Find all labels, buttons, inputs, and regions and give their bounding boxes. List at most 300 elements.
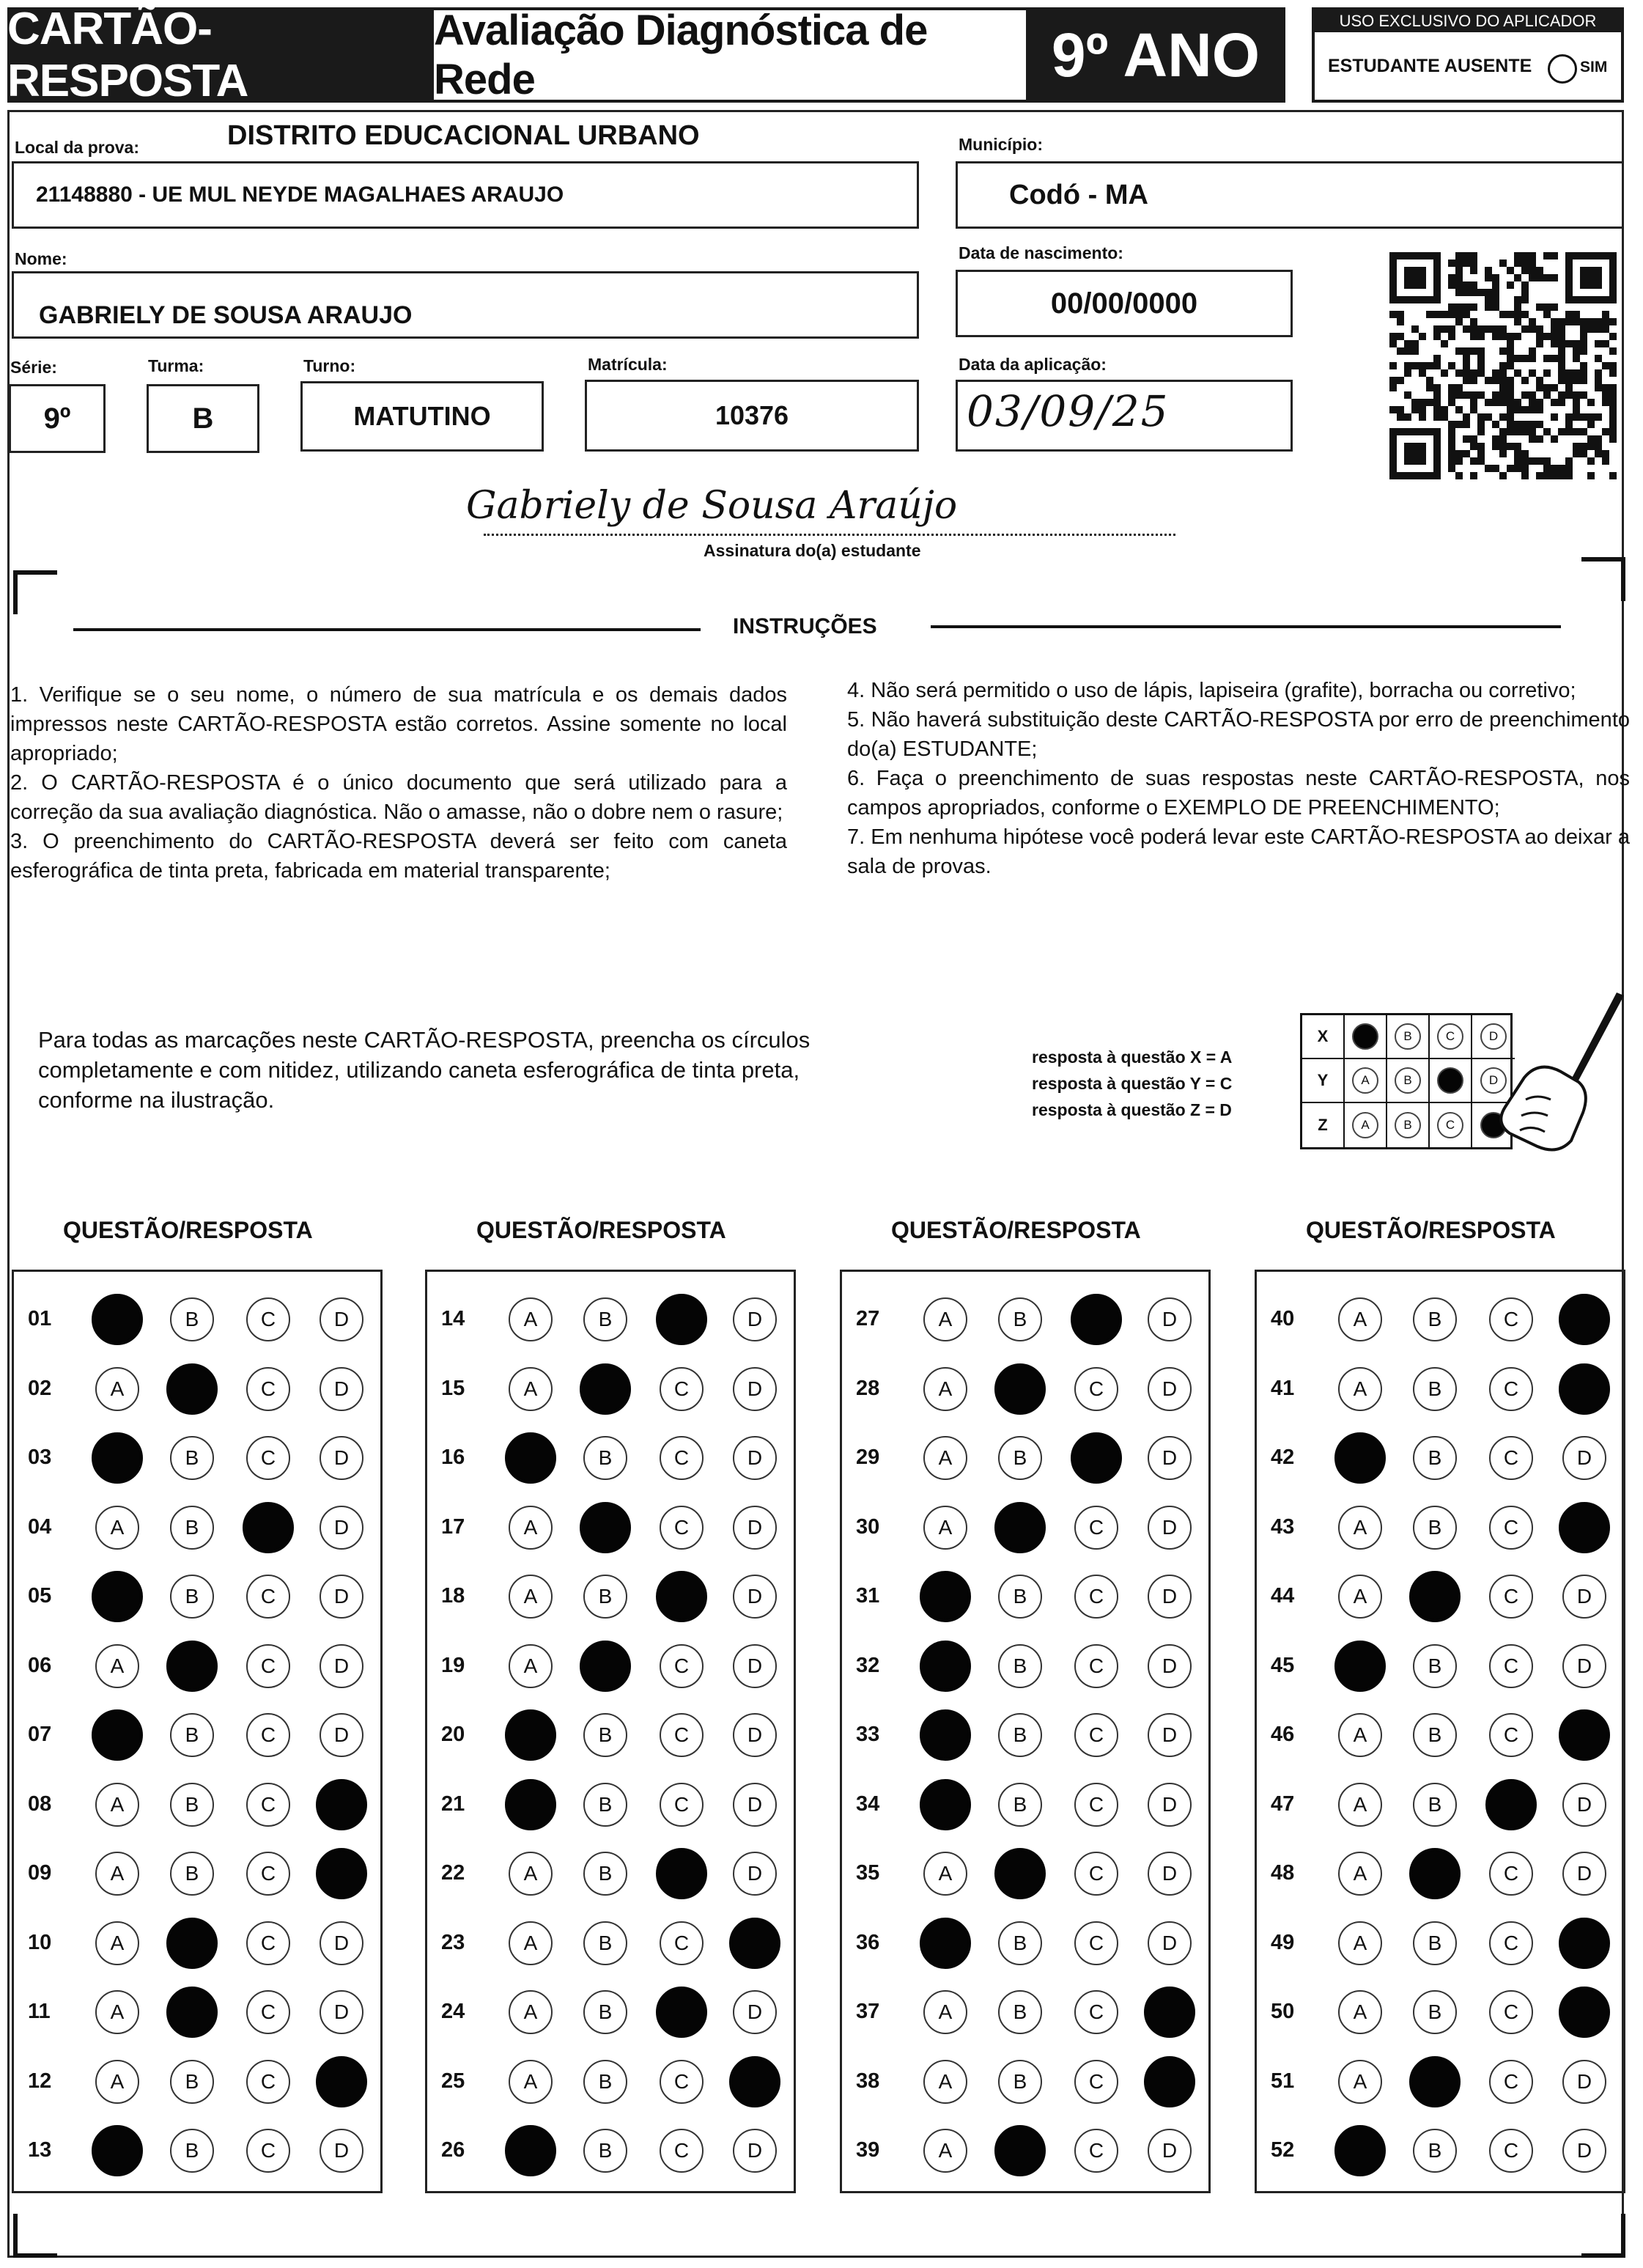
instructions-rule-right — [931, 625, 1561, 628]
answer-bubble[interactable]: D — [320, 1644, 363, 1688]
example-legend — [1032, 1044, 1232, 1123]
question-number: 17 — [441, 1514, 465, 1539]
answer-bubble[interactable]: A — [1338, 2060, 1382, 2104]
answer-bubble[interactable]: B — [1413, 2129, 1457, 2173]
example-cell — [1430, 1015, 1472, 1059]
birth-date-field: 00/00/0000 — [956, 270, 1293, 337]
answer-bubble[interactable]: A — [923, 1506, 967, 1550]
question-number: 32 — [856, 1653, 880, 1677]
answer-bubble[interactable]: C — [1489, 1713, 1533, 1757]
answer-bubble-marked[interactable] — [92, 2125, 143, 2176]
answer-bubble[interactable]: D — [1148, 2129, 1192, 2173]
answer-bubble[interactable]: A — [1338, 1783, 1382, 1827]
answer-bubble[interactable]: C — [1489, 1297, 1533, 1341]
answer-bubble[interactable]: C — [1074, 1506, 1118, 1550]
answer-bubble[interactable]: A — [509, 1852, 553, 1896]
answer-bubble[interactable]: B — [1413, 1506, 1457, 1550]
answer-bubble[interactable]: A — [1338, 1506, 1382, 1550]
student-absent-bubble[interactable] — [1548, 54, 1577, 84]
answer-bubble[interactable]: A — [509, 1506, 553, 1550]
answer-bubble[interactable]: B — [1413, 1783, 1457, 1827]
answer-bubble[interactable]: B — [998, 1297, 1042, 1341]
answer-bubble[interactable]: A — [1338, 1575, 1382, 1619]
answer-bubble-marked[interactable] — [92, 1432, 143, 1484]
answer-column-title: QUESTÃO/RESPOSTA — [891, 1217, 1141, 1243]
question-number: 24 — [441, 2000, 465, 2023]
answer-bubble[interactable]: D — [1148, 1506, 1192, 1550]
answer-bubble[interactable]: C — [660, 2129, 704, 2173]
question-number: 21 — [441, 1792, 465, 1816]
answer-bubble[interactable]: A — [95, 1852, 139, 1896]
answer-column-title: QUESTÃO/RESPOSTA — [1306, 1217, 1556, 1243]
answer-bubble-marked[interactable] — [505, 1779, 556, 1830]
question-number: 19 — [441, 1653, 465, 1677]
question-number: 43 — [1271, 1514, 1295, 1539]
example-cell — [1430, 1059, 1472, 1103]
answer-bubble-marked[interactable] — [920, 1709, 971, 1761]
answer-bubble[interactable]: C — [660, 1436, 704, 1480]
answer-bubble-marked[interactable] — [1071, 1294, 1122, 1345]
answer-bubble[interactable]: C — [246, 1783, 290, 1827]
answer-bubble[interactable]: D — [320, 1506, 363, 1550]
answer-bubble[interactable]: C — [660, 1506, 704, 1550]
answer-bubble-marked[interactable] — [505, 1432, 556, 1484]
answer-bubble-marked[interactable] — [505, 1709, 556, 1761]
answer-bubble[interactable]: D — [320, 1367, 363, 1411]
answer-bubble[interactable]: B — [583, 1436, 627, 1480]
answer-bubble[interactable]: B — [583, 2060, 627, 2104]
answer-bubble[interactable]: B — [998, 1436, 1042, 1480]
answer-bubble[interactable]: B — [1413, 1644, 1457, 1688]
answer-bubble[interactable]: A — [95, 1644, 139, 1688]
answer-bubble[interactable]: D — [320, 1713, 363, 1757]
answer-bubble[interactable]: C — [1489, 1852, 1533, 1896]
answer-bubble[interactable]: B — [998, 1644, 1042, 1688]
answer-bubble[interactable]: A — [1338, 1297, 1382, 1341]
answer-bubble[interactable]: D — [1148, 1297, 1192, 1341]
answer-bubble[interactable]: D — [1148, 1713, 1192, 1757]
answer-bubble[interactable]: D — [1562, 1644, 1606, 1688]
answer-bubble[interactable]: B — [583, 2129, 627, 2173]
answer-bubble[interactable]: C — [246, 1644, 290, 1688]
answer-bubble-marked[interactable] — [994, 2125, 1046, 2176]
answer-bubble-marked[interactable] — [994, 1363, 1046, 1415]
answer-bubble-marked[interactable] — [316, 2056, 367, 2107]
answer-bubble[interactable]: B — [583, 1783, 627, 1827]
answer-bubble[interactable]: D — [733, 1852, 777, 1896]
answer-bubble[interactable]: B — [998, 1713, 1042, 1757]
answer-bubble-marked[interactable] — [729, 1918, 780, 1969]
answer-bubble[interactable]: B — [170, 1436, 214, 1480]
question-number: 45 — [1271, 1653, 1295, 1677]
answer-bubble[interactable]: C — [1074, 1921, 1118, 1965]
answer-bubble[interactable]: A — [95, 1921, 139, 1965]
answer-bubble[interactable]: B — [170, 2129, 214, 2173]
evaluation-title: Avaliação Diagnóstica de Rede — [434, 10, 1026, 100]
question-number: 04 — [28, 1514, 52, 1539]
question-number: 02 — [28, 1376, 52, 1400]
example-cell — [1387, 1103, 1430, 1147]
answer-bubble[interactable]: A — [509, 1575, 553, 1619]
answer-bubble[interactable]: A — [95, 1990, 139, 2034]
student-absent-label: ESTUDANTE AUSENTE — [1328, 56, 1532, 76]
answer-bubble[interactable]: C — [1074, 1990, 1118, 2034]
example-bubble: C — [1437, 1023, 1463, 1050]
answer-bubble[interactable]: B — [998, 1783, 1042, 1827]
birth-date-label: Data de nascimento: — [959, 243, 1123, 262]
answer-bubble[interactable]: D — [1562, 2060, 1606, 2104]
answer-bubble[interactable]: B — [1413, 1436, 1457, 1480]
answer-bubble[interactable]: D — [733, 1713, 777, 1757]
answer-bubble[interactable]: A — [1338, 1367, 1382, 1411]
answer-bubble[interactable]: D — [733, 1367, 777, 1411]
answer-bubble[interactable]: B — [170, 1852, 214, 1896]
answer-bubble-marked[interactable] — [1071, 1432, 1122, 1484]
answer-bubble[interactable]: B — [583, 1852, 627, 1896]
answer-bubble-marked[interactable] — [92, 1571, 143, 1622]
answer-bubble[interactable]: D — [320, 1990, 363, 2034]
answer-bubble[interactable]: A — [923, 2060, 967, 2104]
answer-bubble[interactable]: C — [1489, 2060, 1533, 2104]
answer-bubble[interactable]: D — [320, 1297, 363, 1341]
question-number: 23 — [441, 1930, 465, 1954]
answer-bubble-marked[interactable] — [920, 1918, 971, 1969]
answer-bubble[interactable]: B — [170, 1783, 214, 1827]
answer-bubble[interactable]: D — [733, 1575, 777, 1619]
example-cell — [1345, 1103, 1387, 1147]
answer-bubble[interactable]: D — [1148, 1367, 1192, 1411]
answer-bubble-marked[interactable] — [1409, 1848, 1461, 1899]
answer-bubble-marked[interactable] — [1334, 1641, 1386, 1692]
answer-bubble[interactable]: B — [1413, 1990, 1457, 2034]
answer-bubble[interactable]: A — [923, 2129, 967, 2173]
answer-bubble[interactable]: C — [246, 1713, 290, 1757]
question-number: 11 — [28, 2000, 51, 2023]
answer-bubble[interactable]: D — [733, 2129, 777, 2173]
example-cell — [1430, 1103, 1472, 1147]
answer-bubble[interactable]: D — [320, 1575, 363, 1619]
answer-bubble-marked[interactable] — [1559, 1502, 1610, 1553]
example-bubble: B — [1395, 1023, 1421, 1050]
answer-bubble[interactable]: D — [320, 1436, 363, 1480]
answer-bubble[interactable]: C — [1489, 1506, 1533, 1550]
applicator-title: USO EXCLUSIVO DO APLICADOR — [1315, 10, 1621, 32]
qr-code-icon — [1389, 249, 1617, 482]
answer-bubble[interactable]: C — [246, 2129, 290, 2173]
answer-bubble[interactable]: A — [923, 1367, 967, 1411]
application-date-field[interactable] — [956, 380, 1293, 452]
answer-bubble[interactable]: D — [1562, 1436, 1606, 1480]
instruction-item: 7. Em nenhuma hipótese você poderá levar este CARTÃO-RESPOSTA ao deixar a sala de provas. — [847, 825, 1630, 878]
answer-bubble[interactable]: C — [246, 1297, 290, 1341]
answer-bubble[interactable]: C — [660, 1367, 704, 1411]
question-number: 41 — [1271, 1376, 1295, 1400]
answer-bubble[interactable]: B — [1413, 1297, 1457, 1341]
answer-bubble-marked[interactable] — [1559, 1987, 1610, 2038]
question-number: 16 — [441, 1446, 465, 1469]
question-number: 39 — [856, 2138, 880, 2162]
answer-bubble[interactable]: C — [1074, 1575, 1118, 1619]
answer-bubble[interactable]: A — [923, 1852, 967, 1896]
answer-bubble[interactable]: B — [583, 1575, 627, 1619]
question-number: 27 — [856, 1307, 880, 1330]
answer-bubble[interactable]: D — [733, 1297, 777, 1341]
answer-bubble[interactable]: C — [1074, 1713, 1118, 1757]
answer-bubble[interactable]: A — [1338, 1921, 1382, 1965]
question-number: 37 — [856, 2000, 880, 2023]
answer-bubble-marked[interactable] — [1559, 1709, 1610, 1761]
answer-bubble[interactable]: C — [660, 1921, 704, 1965]
answer-bubble-marked[interactable] — [92, 1709, 143, 1761]
instructions-left-column — [10, 680, 787, 886]
answer-bubble[interactable]: C — [1489, 1575, 1533, 1619]
question-number: 47 — [1271, 1792, 1295, 1816]
question-number: 52 — [1271, 2138, 1295, 2162]
answer-bubble-marked[interactable] — [166, 1363, 218, 1415]
answer-bubble[interactable]: A — [509, 1367, 553, 1411]
answer-bubble-marked[interactable] — [1144, 2056, 1195, 2107]
answer-bubble[interactable]: B — [170, 2060, 214, 2104]
answer-bubble-marked[interactable] — [1409, 2056, 1461, 2107]
answer-bubble[interactable]: D — [733, 1783, 777, 1827]
answer-bubble[interactable]: C — [1489, 1367, 1533, 1411]
answer-bubble-marked[interactable] — [316, 1848, 367, 1899]
answer-bubble-marked[interactable] — [166, 1918, 218, 1969]
answer-bubble[interactable]: D — [733, 1436, 777, 1480]
instruction-item: 6. Faça o preenchimento de suas respostas neste CARTÃO-RESPOSTA, nos campos apropriados, conforme o EXEMPLO DE PREENCHIMENTO; — [847, 767, 1630, 820]
answer-bubble[interactable]: A — [1338, 1990, 1382, 2034]
answer-bubble[interactable]: B — [170, 1575, 214, 1619]
answer-bubble[interactable]: A — [1338, 1852, 1382, 1896]
answer-bubble[interactable]: A — [509, 1921, 553, 1965]
answer-bubble[interactable]: B — [583, 1921, 627, 1965]
answer-bubble-marked[interactable] — [1144, 1987, 1195, 2038]
answer-bubble[interactable]: B — [998, 1990, 1042, 2034]
name-label: Nome: — [15, 249, 67, 268]
corner-mark-bottom-right — [1581, 2214, 1625, 2258]
answer-bubble-marked[interactable] — [1485, 1779, 1537, 1830]
example-cell — [1345, 1015, 1387, 1059]
answer-bubble[interactable]: D — [733, 1506, 777, 1550]
example-bubble: B — [1395, 1067, 1421, 1094]
answer-bubble[interactable]: C — [1074, 1783, 1118, 1827]
answer-bubble[interactable]: D — [1562, 1575, 1606, 1619]
district-name: DISTRITO EDUCACIONAL URBANO — [227, 120, 700, 151]
answer-bubble[interactable]: C — [246, 1436, 290, 1480]
answer-bubble[interactable]: C — [246, 1852, 290, 1896]
answer-bubble-marked[interactable] — [580, 1502, 631, 1553]
answer-bubble-marked[interactable] — [92, 1294, 143, 1345]
pen-hand-icon — [1480, 990, 1634, 1158]
question-number: 49 — [1271, 1930, 1295, 1954]
answer-bubble-marked[interactable] — [994, 1502, 1046, 1553]
example-bubble-marked — [1352, 1023, 1378, 1050]
answer-bubble-marked[interactable] — [1334, 2125, 1386, 2176]
answer-column-title: QUESTÃO/RESPOSTA — [476, 1217, 726, 1243]
answer-bubble[interactable]: D — [1562, 1852, 1606, 1896]
question-number: 35 — [856, 1861, 880, 1885]
answer-bubble[interactable]: C — [1489, 1436, 1533, 1480]
turma-label: Turma: — [148, 356, 204, 375]
question-number: 20 — [441, 1723, 465, 1746]
question-number: 40 — [1271, 1307, 1295, 1330]
answer-bubble[interactable]: D — [1562, 2129, 1606, 2173]
corner-mark-bottom-left — [13, 2214, 57, 2258]
question-number: 51 — [1271, 2069, 1295, 2093]
answer-bubble[interactable]: D — [1148, 1436, 1192, 1480]
answer-bubble[interactable]: C — [660, 1644, 704, 1688]
question-number: 09 — [28, 1861, 52, 1885]
answer-bubble-marked[interactable] — [656, 1987, 707, 2038]
answer-bubble-marked[interactable] — [166, 1987, 218, 2038]
answer-bubble[interactable]: C — [1074, 1367, 1118, 1411]
answer-bubble[interactable]: D — [1148, 1575, 1192, 1619]
answer-bubble-marked[interactable] — [1409, 1571, 1461, 1622]
example-legend-item: resposta à questão Y = C — [1032, 1074, 1233, 1093]
answer-bubble[interactable]: B — [583, 1297, 627, 1341]
answer-bubble[interactable]: C — [1489, 1990, 1533, 2034]
answer-bubble[interactable]: B — [998, 1575, 1042, 1619]
question-number: 50 — [1271, 2000, 1295, 2023]
answer-bubble-marked[interactable] — [1334, 1432, 1386, 1484]
question-number: 12 — [28, 2069, 52, 2093]
answer-bubble[interactable]: C — [246, 1367, 290, 1411]
answer-bubble-marked[interactable] — [729, 2056, 780, 2107]
answer-bubble[interactable]: D — [1148, 1644, 1192, 1688]
answer-bubble[interactable]: A — [923, 1297, 967, 1341]
student-absent-sim-label: SIM — [1580, 59, 1608, 76]
answer-bubble-marked[interactable] — [656, 1571, 707, 1622]
question-number: 44 — [1271, 1584, 1295, 1608]
question-number: 48 — [1271, 1861, 1295, 1885]
answer-bubble[interactable]: C — [1489, 1644, 1533, 1688]
answer-bubble[interactable]: C — [1489, 2129, 1533, 2173]
local-label: Local da prova: — [15, 138, 139, 157]
question-number: 13 — [28, 2138, 52, 2162]
answer-bubble-marked[interactable] — [920, 1779, 971, 1830]
answer-bubble[interactable]: C — [660, 2060, 704, 2104]
answer-bubble[interactable]: B — [1413, 1713, 1457, 1757]
fill-instruction: Para todas as marcações neste CARTÃO-RESPOSTA, preencha os círculos completamente e com nitidez, utilizando caneta esferográfica de tinta preta, conforme na ilustração. — [38, 1027, 811, 1113]
answer-bubble-marked[interactable] — [1559, 1363, 1610, 1415]
answer-bubble[interactable]: A — [509, 1297, 553, 1341]
answer-bubble[interactable]: A — [509, 2060, 553, 2104]
answer-column-title: QUESTÃO/RESPOSTA — [63, 1217, 313, 1243]
answer-bubble[interactable]: B — [583, 1990, 627, 2034]
answer-bubble-marked[interactable] — [166, 1641, 218, 1692]
answer-bubble[interactable]: D — [1148, 1921, 1192, 1965]
question-number: 38 — [856, 2069, 880, 2093]
answer-bubble[interactable]: C — [1074, 1852, 1118, 1896]
example-bubble: D — [1480, 1067, 1507, 1094]
answer-bubble-marked[interactable] — [243, 1502, 294, 1553]
answer-bubble[interactable]: D — [733, 1990, 777, 2034]
question-number: 30 — [856, 1514, 880, 1539]
answer-bubble[interactable]: A — [1338, 1713, 1382, 1757]
answer-bubble[interactable]: A — [509, 1990, 553, 2034]
answer-bubble[interactable]: B — [583, 1713, 627, 1757]
question-number: 05 — [28, 1584, 52, 1608]
question-number: 22 — [441, 1861, 465, 1885]
instruction-item: 5. Não haverá substituição deste CARTÃO-RESPOSTA por erro de preenchimento do(a) ESTUDANTE; — [847, 708, 1630, 761]
example-row-label: X — [1302, 1015, 1345, 1059]
answer-bubble[interactable]: D — [1148, 1852, 1192, 1896]
signature-label: Assinatura do(a) estudante — [704, 541, 921, 560]
example-row-label: Z — [1302, 1103, 1345, 1147]
answer-bubble[interactable]: C — [1074, 2060, 1118, 2104]
serie-label: Série: — [10, 358, 57, 377]
answer-bubble[interactable]: A — [95, 1783, 139, 1827]
answer-bubble[interactable]: C — [660, 1713, 704, 1757]
answer-bubble[interactable]: A — [509, 1644, 553, 1688]
answer-bubble[interactable]: B — [170, 1506, 214, 1550]
example-bubble: D — [1480, 1023, 1507, 1050]
answer-bubble-marked[interactable] — [994, 1848, 1046, 1899]
answer-bubble[interactable]: C — [660, 1783, 704, 1827]
answer-bubble-marked[interactable] — [656, 1848, 707, 1899]
answer-bubble-marked[interactable] — [656, 1294, 707, 1345]
answer-bubble-marked[interactable] — [1559, 1918, 1610, 1969]
answer-bubble[interactable]: B — [1413, 1367, 1457, 1411]
question-number: 31 — [856, 1584, 880, 1608]
answer-bubble-marked[interactable] — [505, 2125, 556, 2176]
question-number: 28 — [856, 1376, 880, 1400]
example-bubble: A — [1352, 1112, 1378, 1138]
question-number: 36 — [856, 1930, 880, 1954]
answer-bubble[interactable]: A — [923, 1436, 967, 1480]
answer-bubble[interactable]: A — [95, 1506, 139, 1550]
answer-bubble-marked[interactable] — [920, 1641, 971, 1692]
answer-bubble[interactable]: B — [170, 1713, 214, 1757]
answer-bubble[interactable]: D — [1148, 1783, 1192, 1827]
answer-bubble[interactable]: B — [998, 2060, 1042, 2104]
question-number: 18 — [441, 1584, 465, 1608]
instructions-title: INSTRUÇÕES — [733, 614, 877, 638]
answer-bubble[interactable]: D — [320, 1921, 363, 1965]
question-number: 29 — [856, 1446, 880, 1469]
answer-bubble-marked[interactable] — [920, 1571, 971, 1622]
turno-field: MATUTINO — [300, 381, 544, 452]
answer-bubble[interactable]: C — [246, 1921, 290, 1965]
answer-bubble[interactable]: B — [1413, 1921, 1457, 1965]
example-cell — [1387, 1059, 1430, 1103]
answer-bubble[interactable]: A — [95, 2060, 139, 2104]
answer-bubble[interactable]: B — [170, 1297, 214, 1341]
question-number: 25 — [441, 2069, 465, 2093]
answer-bubble-marked[interactable] — [316, 1779, 367, 1830]
answer-bubble[interactable]: D — [320, 2129, 363, 2173]
turma-field: B — [147, 384, 259, 453]
answer-bubble-marked[interactable] — [1559, 1294, 1610, 1345]
answer-bubble[interactable]: D — [733, 1644, 777, 1688]
answer-bubble[interactable]: A — [923, 1990, 967, 2034]
answer-bubble-marked[interactable] — [580, 1363, 631, 1415]
question-number: 08 — [28, 1792, 52, 1816]
answer-bubble[interactable]: C — [246, 1575, 290, 1619]
answer-bubble[interactable]: C — [246, 2060, 290, 2104]
answer-bubble[interactable]: C — [1074, 1644, 1118, 1688]
answer-bubble[interactable]: A — [95, 1367, 139, 1411]
answer-bubble-marked[interactable] — [580, 1641, 631, 1692]
answer-bubble[interactable]: B — [998, 1921, 1042, 1965]
answer-bubble[interactable]: D — [1562, 1783, 1606, 1827]
answer-bubble[interactable]: C — [246, 1990, 290, 2034]
question-number: 10 — [28, 1930, 52, 1954]
answer-bubble[interactable]: C — [1489, 1921, 1533, 1965]
answer-bubble[interactable]: C — [1074, 2129, 1118, 2173]
serie-field: 9º — [9, 384, 106, 453]
question-number: 06 — [28, 1653, 52, 1677]
